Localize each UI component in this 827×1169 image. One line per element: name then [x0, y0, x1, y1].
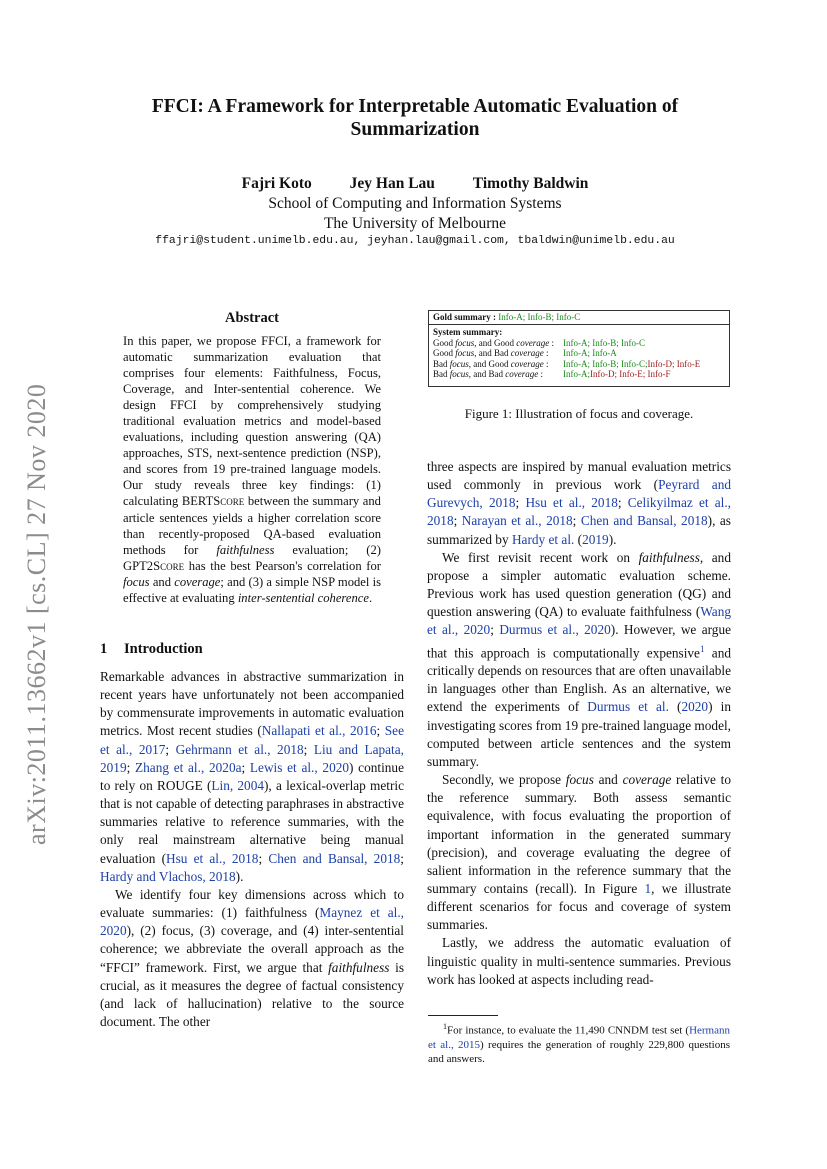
- abstract-body: In this paper, we propose FFCI, a framework for automatic summarization evaluation that comprises four elements: Faithfulness, Focus, Coverage, and Inter-sentential coherence. We design FFCI by comprehensively studying traditional evaluation metrics and model-based evaluations, including question answering (QA) approaches, STS, next-sentence prediction (NSP), and scores from 19 pre-trained language models. Our study reveals three key findings: (1) calculating BERTScore between the summary and article sentences yields a higher correlation score than recently-proposed QA-based evaluation methods for faithfulness evaluation; (2) GPT2Score has the best Pearson's correlation for focus and coverage; and (3) a simple NSP model is effective at evaluating inter-sentential coherence.: [123, 334, 382, 605]
- citation-link[interactable]: Celikyilmaz et al., 2018: [427, 495, 731, 529]
- paragraph: Remarkable advances in abstractive summarization in recent years have unfortunately not been accompanied by commensurate improvements in automatic evaluation metrics. Most recent studies (Nallapati et al., 2016; See et al., 2017; Gehrmann et al., 2018; Liu and Lapata, 2019; Zhang et al., 2020a; Lewis et al., 2020) continue to rely on ROUGE (Lin, 2004), a lexical-overlap metric that is not capable of detecting paraphrases in abstractive summaries relative to reference summaries, with the only real mainstream alternative being manual evaluation (Hsu et al., 2018; Chen and Bansal, 2018; Hardy and Vlachos, 2018).: [100, 669, 404, 884]
- citation-link[interactable]: Hardy et al.: [511, 531, 575, 547]
- figure-row: Good focus, and Good coverage : Info-A; Info-B; Info-C: [433, 337, 645, 348]
- citation-link[interactable]: Peyrard and Gurevych, 2018: [427, 477, 731, 511]
- right-column-body: [427, 458, 731, 989]
- system-summary-label: System summary:: [433, 327, 503, 338]
- citation-link[interactable]: Narayan et al., 2018: [461, 513, 573, 529]
- citation-link[interactable]: Durmus et al., 2020: [499, 622, 611, 638]
- citation-link[interactable]: Durmus et al.: [587, 699, 669, 715]
- author-name: Jey Han Lau: [349, 175, 435, 192]
- citation-link[interactable]: Liu and Lapata, 2019: [100, 741, 404, 775]
- paragraph: We first revisit recent work on faithfulness, and propose a simpler automatic evaluation scheme. Previous work has used question generation (QG) and question answering (QA) to evaluate faithfulness (Wang et al., 2020; Durmus et al., 2020). However, we argue that this approach is computationally expensive$^1$ and critically depends on resources that are often unavailable in languages other than English. As an alternative, we extend the experiments of Durmus et al. (2020) in investigating scores from 19 pre-trained language model, computed between article sentences and the system summary.: [427, 549, 731, 769]
- paragraph: We identify four key dimensions across which to evaluate summaries: (1) faithfulness (Maynez et al., 2020), (2) focus, (3) coverage, and (4) inter-sentential coherence; we abbreviate the overall approach as the “FFCI” framework. First, we argue that faithfulness is crucial, as it measures the degree of factual consistency (and lack of hallucination) relative to the source document. The other: [100, 886, 404, 1029]
- author-name: Timothy Baldwin: [472, 175, 589, 192]
- gold-summary-row: Gold summary : Info-A; Info-B; Info-C: [429, 311, 729, 325]
- figure-row: Bad focus, and Good coverage : Info-A; Info-B; Info-C; Info-D; Info-E: [433, 358, 701, 369]
- citation-link[interactable]: Chen and Bansal, 2018: [580, 513, 708, 529]
- footnote-rule: [428, 1015, 498, 1016]
- title-line-2: Summarization: [350, 119, 480, 140]
- footnote-marker[interactable]: 1: [699, 643, 705, 654]
- citation-link[interactable]: Hardy and Vlachos, 2018: [100, 868, 236, 884]
- author-block: [100, 174, 730, 234]
- citation-link[interactable]: Wang et al., 2020: [427, 604, 731, 638]
- citation-link[interactable]: Maynez et al., 2020: [100, 905, 404, 939]
- citation-link[interactable]: Lin, 2004: [211, 777, 264, 793]
- footnote-1: $^1$For instance, to evaluate the 11,490 CNNDM test set (Hermann et al., 2015) requires the generation of roughly 229,800 questions and answers.: [428, 1022, 730, 1065]
- gpt2score-term: GPT2Score: [123, 558, 185, 573]
- affiliation-line-1: School of Computing and Information Systems: [268, 195, 562, 212]
- citation-link[interactable]: Hsu et al., 2018: [525, 495, 618, 511]
- author-names: [100, 174, 730, 194]
- paragraph: Lastly, we address the automatic evaluation of linguistic quality in multi-sentence summaries. Previous work has looked at aspects including read-: [427, 935, 731, 987]
- affiliation-line-2: The University of Melbourne: [323, 215, 507, 232]
- citation-link[interactable]: Hsu et al., 2018: [166, 850, 259, 866]
- paper-title: [100, 95, 730, 141]
- author-name: Fajri Koto: [241, 175, 312, 192]
- citation-link[interactable]: Chen and Bansal, 2018: [268, 850, 401, 866]
- abstract-heading: Abstract: [225, 310, 279, 326]
- paragraph: Secondly, we propose focus and coverage relative to the reference summary. Both assess semantic equivalence, with focus evaluating the proportion of important information in the generated summary (precision), and coverage evaluating the degree of salient information in the reference summary that the summary contains (recall). In Figure 1, we illustrate different scenarios for focus and coverage of system summaries.: [427, 772, 731, 933]
- figure-row: Good focus, and Bad coverage : Info-A; Info-A: [433, 348, 617, 359]
- title-line-1: FFCI: A Framework for Interpretable Automatic Evaluation of: [151, 96, 679, 117]
- bertscore-term: BERTScore: [181, 494, 245, 509]
- citation-link[interactable]: Nallapati et al., 2016: [261, 723, 377, 739]
- citation-link[interactable]: Lewis et al., 2020: [249, 759, 350, 775]
- citation-link[interactable]: See et al., 2017: [100, 723, 404, 757]
- paragraph: three aspects are inspired by manual evaluation metrics used commonly in previous work (Peyrard and Gurevych, 2018; Hsu et al., 2018; Celikyilmaz et al., 2018; Narayan et al., 2018; Chen and Bansal, 2018), as summarized by Hardy et al. (2019).: [427, 459, 731, 547]
- figure-1-caption: Figure 1: Illustration of focus and coverage.: [464, 406, 694, 421]
- author-emails: ffajri@student.unimelb.edu.au, jeyhan.lau@gmail.com, tbaldwin@unimelb.edu.au: [155, 235, 675, 247]
- citation-link[interactable]: Hermann et al., 2015: [428, 1024, 730, 1051]
- figure-row: Bad focus, and Bad coverage : Info-A; Info-D; Info-E; Info-F: [433, 369, 671, 380]
- citation-link[interactable]: Zhang et al., 2020a: [135, 759, 242, 775]
- citation-link[interactable]: 2019: [582, 531, 609, 547]
- figure-reference-link[interactable]: 1: [644, 881, 652, 897]
- arxiv-stamp: arXiv:2011.13662v1 [cs.CL] 27 Nov 2020: [22, 383, 51, 845]
- system-summary-block: [429, 325, 729, 381]
- figure-1-box: [428, 310, 730, 387]
- section-heading-introduction: 1 Introduction: [100, 641, 203, 657]
- left-column-body: [100, 668, 404, 1031]
- citation-link[interactable]: 2020: [681, 699, 709, 715]
- citation-link[interactable]: Gehrmann et al., 2018: [175, 741, 304, 757]
